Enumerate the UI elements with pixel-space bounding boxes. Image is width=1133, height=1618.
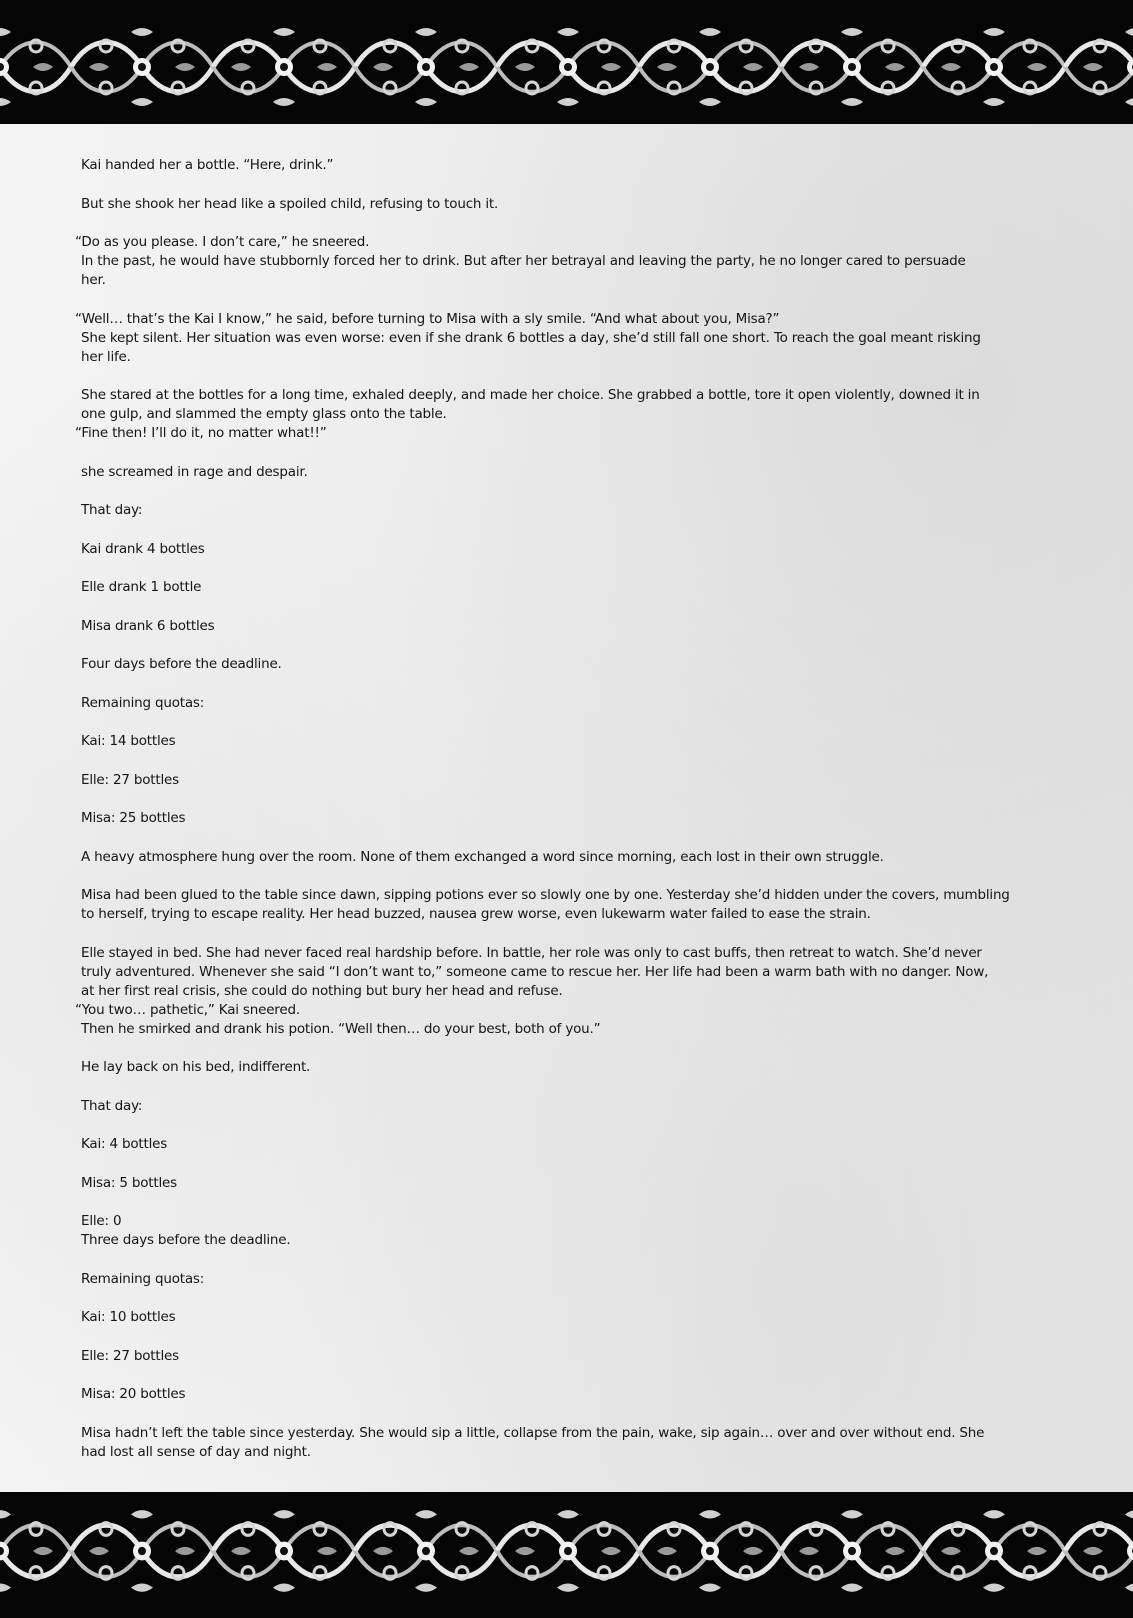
- text-line: truly adventured. Whenever she said “I don’t want to,” someone came to rescue her. Her life had been a warm bath with no danger. Now,: [81, 964, 989, 980]
- text-line: Four days before the deadline.: [81, 656, 282, 672]
- top-ornament-pattern: [0, 24, 1133, 110]
- text-line: Elle: 27 bottles: [81, 1348, 179, 1364]
- text-line: Misa drank 6 bottles: [81, 618, 215, 634]
- text-line: Elle: 0: [81, 1213, 122, 1229]
- text-line: Misa: 20 bottles: [81, 1386, 186, 1402]
- text-line: Remaining quotas:: [81, 1271, 205, 1287]
- text-line: “Do as you please. I don’t care,” he sneered.: [75, 234, 370, 250]
- text-line: Kai: 14 bottles: [81, 733, 176, 749]
- story-text: [0, 124, 1133, 1492]
- top-ornamental-border: [0, 0, 1133, 124]
- text-line: Elle drank 1 bottle: [81, 579, 202, 595]
- text-line: “You two… pathetic,” Kai sneered.: [75, 1002, 300, 1018]
- text-line: Misa: 5 bottles: [81, 1175, 177, 1191]
- text-line: In the past, he would have stubbornly forced her to drink. But after her betrayal and leaving the party, he no longer cared to persuade: [81, 253, 966, 269]
- text-line: Elle stayed in bed. She had never faced real hardship before. In battle, her role was only to cast buffs, then retreat to watch. She’d never: [81, 945, 982, 961]
- text-line: But she shook her head like a spoiled child, refusing to touch it.: [81, 196, 499, 212]
- text-line: She kept silent. Her situation was even worse: even if she drank 6 bottles a day, she’d still fall one short. To reach the goal meant risking: [81, 330, 981, 346]
- text-line: That day:: [81, 1098, 143, 1114]
- text-line: she screamed in rage and despair.: [81, 464, 308, 480]
- text-line: Misa had been glued to the table since dawn, sipping potions ever so slowly one by one. Yesterday she’d hidden under the covers, mumbling: [81, 887, 1010, 903]
- text-line: Then he smirked and drank his potion. “Well then… do your best, both of you.”: [81, 1021, 601, 1037]
- text-line: “Fine then! I’ll do it, no matter what!!”: [75, 425, 327, 441]
- page-body: [0, 124, 1133, 1492]
- text-line: She stared at the bottles for a long time, exhaled deeply, and made her choice. She grabbed a bottle, tore it open violently, downed it in: [81, 387, 980, 403]
- text-line: Kai handed her a bottle. “Here, drink.”: [81, 157, 334, 173]
- text-line: Kai: 10 bottles: [81, 1309, 176, 1325]
- text-line: Remaining quotas:: [81, 695, 205, 711]
- text-line: Kai: 4 bottles: [81, 1136, 168, 1152]
- text-line: her.: [81, 272, 106, 288]
- text-line: “Well… that’s the Kai I know,” he said, before turning to Misa with a sly smile. “And what about you, Misa?”: [75, 311, 780, 327]
- text-line: He lay back on his bed, indifferent.: [81, 1059, 311, 1075]
- bottom-ornamental-border: [0, 1492, 1133, 1618]
- text-line: her life.: [81, 349, 131, 365]
- bottom-ornament-pattern: [0, 1506, 1133, 1596]
- text-line: Kai drank 4 bottles: [81, 541, 205, 557]
- text-line: at her first real crisis, she could do nothing but bury her head and refuse.: [81, 983, 563, 999]
- text-line: That day:: [81, 502, 143, 518]
- text-line: one gulp, and slammed the empty glass onto the table.: [81, 406, 447, 422]
- text-line: Misa hadn’t left the table since yesterday. She would sip a little, collapse from the pain, wake, sip again… over and over without end. She: [81, 1425, 985, 1441]
- text-line: A heavy atmosphere hung over the room. None of them exchanged a word since morning, each lost in their own struggle.: [81, 849, 884, 865]
- text-line: Elle: 27 bottles: [81, 772, 179, 788]
- text-line: had lost all sense of day and night.: [81, 1444, 311, 1460]
- text-line: Three days before the deadline.: [81, 1232, 291, 1248]
- text-line: Misa: 25 bottles: [81, 810, 186, 826]
- text-line: to herself, trying to escape reality. Her head buzzed, nausea grew worse, even lukewarm water failed to ease the strain.: [81, 906, 871, 922]
